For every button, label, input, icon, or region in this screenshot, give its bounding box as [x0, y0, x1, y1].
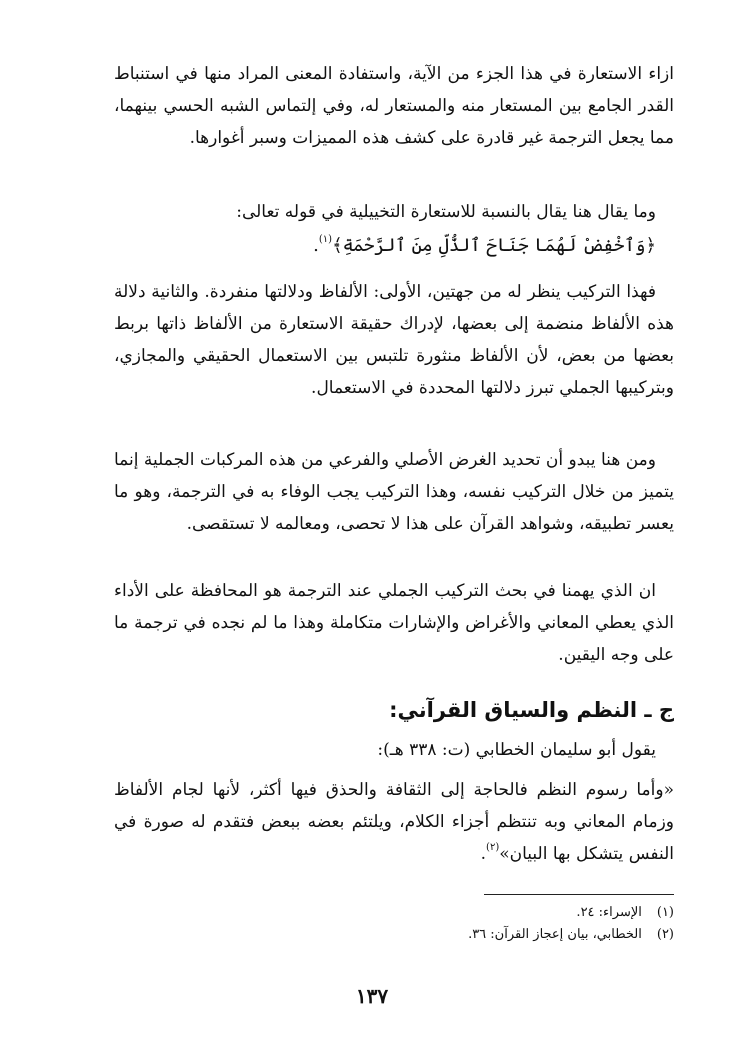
quotation-end: .	[480, 844, 487, 864]
footnote-divider	[484, 894, 674, 895]
quotation	[114, 774, 674, 870]
paragraph-3	[114, 276, 674, 404]
quotation-paragraph	[114, 774, 674, 870]
quran-verse	[114, 230, 674, 262]
quotation-text: «وأما رسوم النظم فالحاجة إلى الثقافة والحذق فيها أكثر، لأنها لجام الألفاظ وزمام المعاني وبه تنتظم أجزاء الكلام، ويلتئم بعضه ببعض فتقدم له صورة في النفس يتشكل بها البيان»	[114, 780, 674, 864]
footnote-1-number: (١)	[656, 905, 674, 920]
paragraph-6-text: يقول أبو سليمان الخطابي (ت: ٣٣٨ هـ):	[377, 740, 656, 760]
footnote-ref-2: (٢)	[486, 842, 500, 853]
verse-end: .	[313, 235, 319, 256]
paragraph-2	[114, 196, 674, 228]
paragraph-1-text: ازاء الاستعارة في هذا الجزء من الآية، واستفادة المعنى المراد منها في استنباط القدر الجامع بين المستعار منه والمستعار له، وفي إلتماس الشبه الحسي بينهما، مما يجعل الترجمة غير قادرة على كشف هذه المميزات وسبر أغوارها.	[114, 64, 674, 148]
paragraph-1	[114, 58, 674, 154]
footnote-1-text: الإسراء: ٢٤.	[576, 905, 642, 920]
footnote-ref-1: (١)	[318, 234, 333, 245]
paragraph-4-text: ومن هنا يبدو أن تحديد الغرض الأصلي والفرعي من هذه المركبات الجملية إنما يتميز من خلال التركيب نفسه، وهذا التركيب يجب الوفاء به في الترجمة، وهو ما يعسر تطبيقه، وشواهد القرآن على هذا لا تحصى، ومعالمه لا تستقصى.	[114, 450, 674, 534]
footnote-1	[114, 902, 674, 924]
paragraph-2-text: وما يقال هنا يقال بالنسبة للاستعارة التخييلية في قوله تعالى:	[236, 202, 656, 222]
verse-text: ﴿وَٱخْفِضْ لَهُمَا جَنَاحَ ٱلذُّلِّ مِنَ ٱلرَّحْمَةِ﴾	[332, 235, 656, 256]
paragraph-5	[114, 575, 674, 671]
footnote-2-number: (٢)	[656, 927, 674, 942]
footnotes	[114, 902, 674, 946]
footnote-2	[114, 924, 674, 946]
footnote-2-text: الخطابي، بيان إعجاز القرآن: ٣٦.	[468, 927, 642, 942]
section-heading: ج ـ النظم والسياق القرآني:	[389, 698, 674, 722]
page-number: ١٣٧	[355, 984, 389, 1008]
paragraph-3-text: فهذا التركيب ينظر له من جهتين، الأولى: الألفاظ ودلالتها منفردة. والثانية دلالة هذه الألفاظ منضمة إلى بعضها، لإدراك حقيقة الاستعارة من الألفاظ ذاتها بربط بعضها من بعض، لأن الألفاظ منثورة تلتبس بين الاستعمال الحقيقي والمجازي، وبتركيبها الجملي تبرز دلالتها المحددة في الاستعمال.	[114, 282, 674, 398]
paragraph-6	[114, 734, 674, 766]
paragraph-5-text: ان الذي يهمنا في بحث التركيب الجملي عند الترجمة هو المحافظة على الأداء الذي يعطي المعاني والأغراض والإشارات متكاملة وهذا ما لم نجده في ترجمة ما على وجه اليقين.	[114, 581, 674, 665]
paragraph-4	[114, 444, 674, 540]
